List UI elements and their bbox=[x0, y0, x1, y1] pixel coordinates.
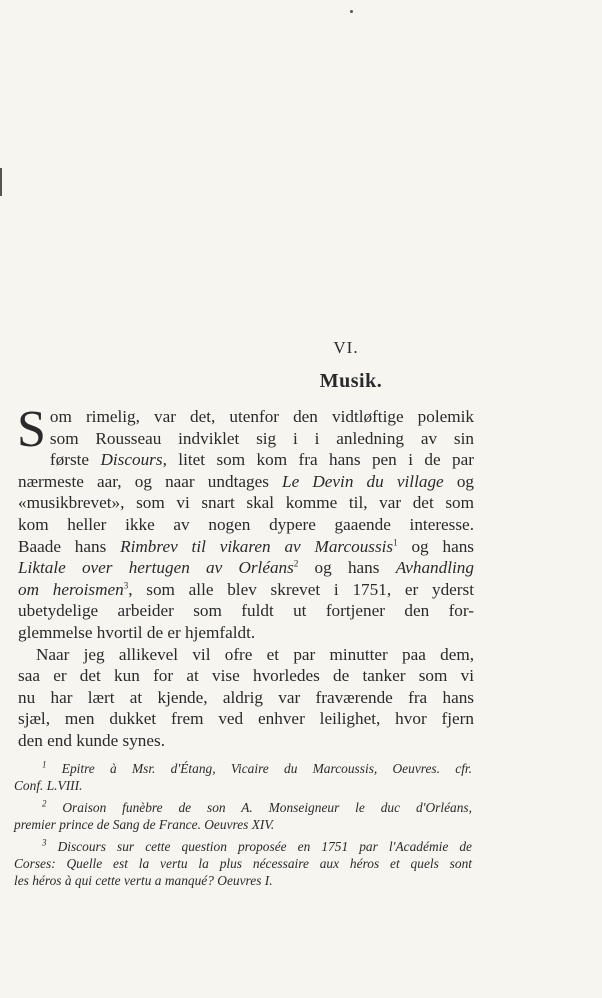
footnote-line: Corses: Quelle est la vertu la plus nécessaire aux héros et quels sont bbox=[14, 856, 472, 872]
text-line: Liktale over hertugen av Orléans$^2$ og hans Avhandling bbox=[18, 558, 474, 578]
footnote-line: les héros à qui cette vertu a manqué? Oeuvres I. bbox=[14, 873, 273, 889]
paragraph-1 bbox=[17, 401, 475, 644]
footnote-line: premier prince de Sang de France. Oeuvres XIV. bbox=[14, 817, 275, 833]
text-line: den end kunde synes. bbox=[18, 730, 166, 750]
text-line: saa er det kun for at vise hvorledes de tanker som vi bbox=[18, 666, 474, 686]
text-line: første Discours, litet som kom fra hans pen i de par bbox=[49, 450, 474, 470]
text-line: om rimelig, var det, utenfor den vidtløftige polemik bbox=[49, 407, 474, 426]
text-line: «musikbrevet», som vi snart skal komme til, var det som bbox=[18, 493, 474, 513]
footnote-line: $^3$ Discours sur cette question proposée en 1751 par l'Académie de bbox=[42, 837, 472, 854]
footnote-line: $^1$ Epitre à Msr. d'Étang, Vicaire du Marcoussis, Oeuvres. cfr. bbox=[42, 759, 472, 776]
footnote-line: $^2$ Oraison funèbre de son A. Monseigneur le duc d'Orléans, bbox=[42, 798, 472, 815]
text-line: sjæl, men dukket frem ved enhver leilighet, hvor fjern bbox=[18, 709, 474, 729]
chapter-title: Musik. bbox=[319, 370, 383, 392]
text-line: kom heller ikke av nogen dypere gaaende interesse. bbox=[18, 514, 474, 534]
text-line: som Rousseau indviklet sig i i anledning av sin bbox=[49, 428, 474, 448]
text-line: om heroismen$^3$, som alle blev skrevet i 1751, er yderst bbox=[18, 579, 474, 599]
text-line: nu har lært at kjende, aldrig var fraværende fra hans bbox=[18, 687, 474, 707]
footnote-line: Conf. L.VIII. bbox=[14, 778, 83, 794]
chapter-number: VI. bbox=[333, 338, 359, 357]
text-line: Baade hans Rimbrev til vikaren av Marcoussis$^1$ og hans bbox=[18, 536, 474, 556]
text-line: Naar jeg allikevel vil ofre et par minutter paa dem, bbox=[36, 644, 474, 664]
footnote-2 bbox=[14, 799, 472, 834]
text-line: glemmelse hvortil de er hjemfaldt. bbox=[18, 622, 256, 642]
scan-speck bbox=[350, 10, 353, 13]
footnote-3 bbox=[14, 838, 472, 890]
text-line: ubetydelige arbeider som fuldt ut fortjener den for- bbox=[18, 601, 474, 621]
paragraph-2 bbox=[18, 644, 474, 752]
text-line: nærmeste aar, og naar undtages Le Devin du village og bbox=[18, 471, 475, 491]
body-text bbox=[17, 401, 475, 752]
scan-edge-mark bbox=[0, 168, 2, 196]
footnotes bbox=[14, 760, 472, 894]
footnote-1 bbox=[14, 760, 472, 795]
drop-cap: S bbox=[17, 401, 46, 458]
